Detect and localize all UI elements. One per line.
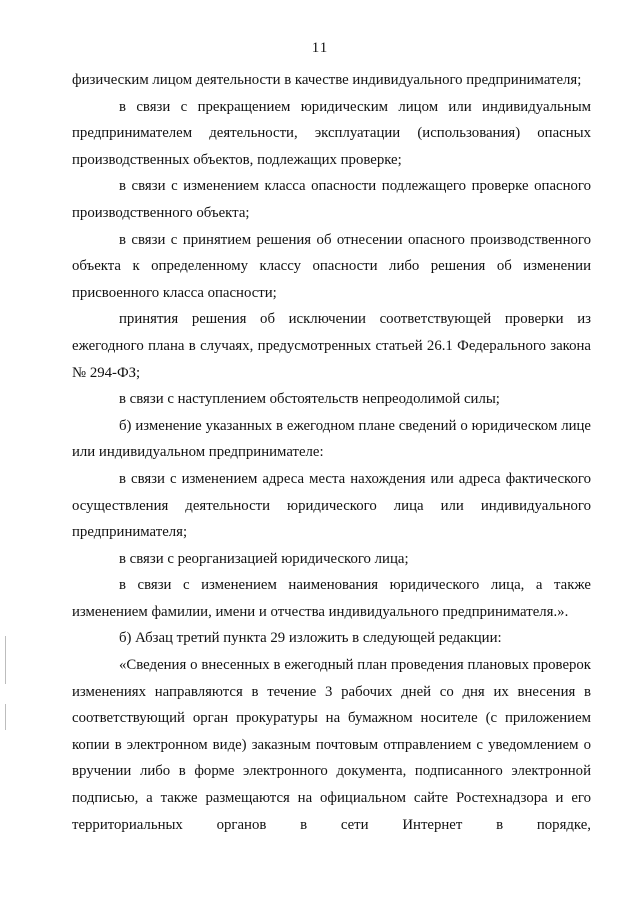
paragraph: в связи с прекращением юридическим лицом или индивидуальным предпринимателем деятельности, эксплуатации (использования) опасных производственных объектов, подлежащих проверке;	[72, 98, 591, 168]
paragraph-continuation: физическим лицом деятельности в качестве индивидуального предпринимателя;	[72, 72, 582, 88]
page-number: 11	[311, 40, 329, 56]
document-body	[72, 67, 591, 838]
paragraph: принятия решения об исключении соответствующей проверки из ежегодного плана в случаях, предусмотренных статьей 26.1 Федерального закона № 294-ФЗ;	[72, 311, 591, 381]
paragraph: в связи с реорганизацией юридического лица;	[119, 550, 409, 567]
paragraph: в связи с изменением наименования юридического лица, а также изменением фамилии, имени и отчества индивидуального предпринимателя.».	[72, 577, 591, 620]
paragraph-quoted-text: «Сведения о внесенных в ежегодный план проведения плановых проверок изменениях направляются в течение 3 рабочих дней со дня их внесения в соответствующий орган прокуратуры на бумажном носителе (с приложением копии в электронном виде) заказным почтовым отправлением с уведомлением о вручении либо в форме электронного документа, подписанного электронной подписью, а также размещаются на официальном сайте Ростехнадзора и его территориальных органов в сети Интернет в порядке,	[72, 657, 591, 833]
paragraph: б) Абзац третий пункта 29 изложить в следующей редакции:	[119, 630, 502, 647]
paragraph: в связи с изменением адреса места нахождения или адреса фактического осуществления деятельности юридического лица или индивидуального предпринимателя;	[72, 470, 591, 541]
paragraph: в связи с принятием решения об отнесении опасного производственного объекта к определенному классу опасности либо решения об изменении присвоенного класса опасности;	[72, 231, 591, 301]
scan-edge-mark	[5, 636, 6, 684]
paragraph: б) изменение указанных в ежегодном плане сведений о юридическом лице или индивидуальном предпринимателе:	[72, 417, 591, 461]
paragraph: в связи с наступлением обстоятельств непреодолимой силы;	[119, 391, 500, 408]
paragraph: в связи с изменением класса опасности подлежащего проверке опасного производственного объекта;	[72, 178, 591, 221]
scan-edge-mark	[5, 704, 6, 730]
